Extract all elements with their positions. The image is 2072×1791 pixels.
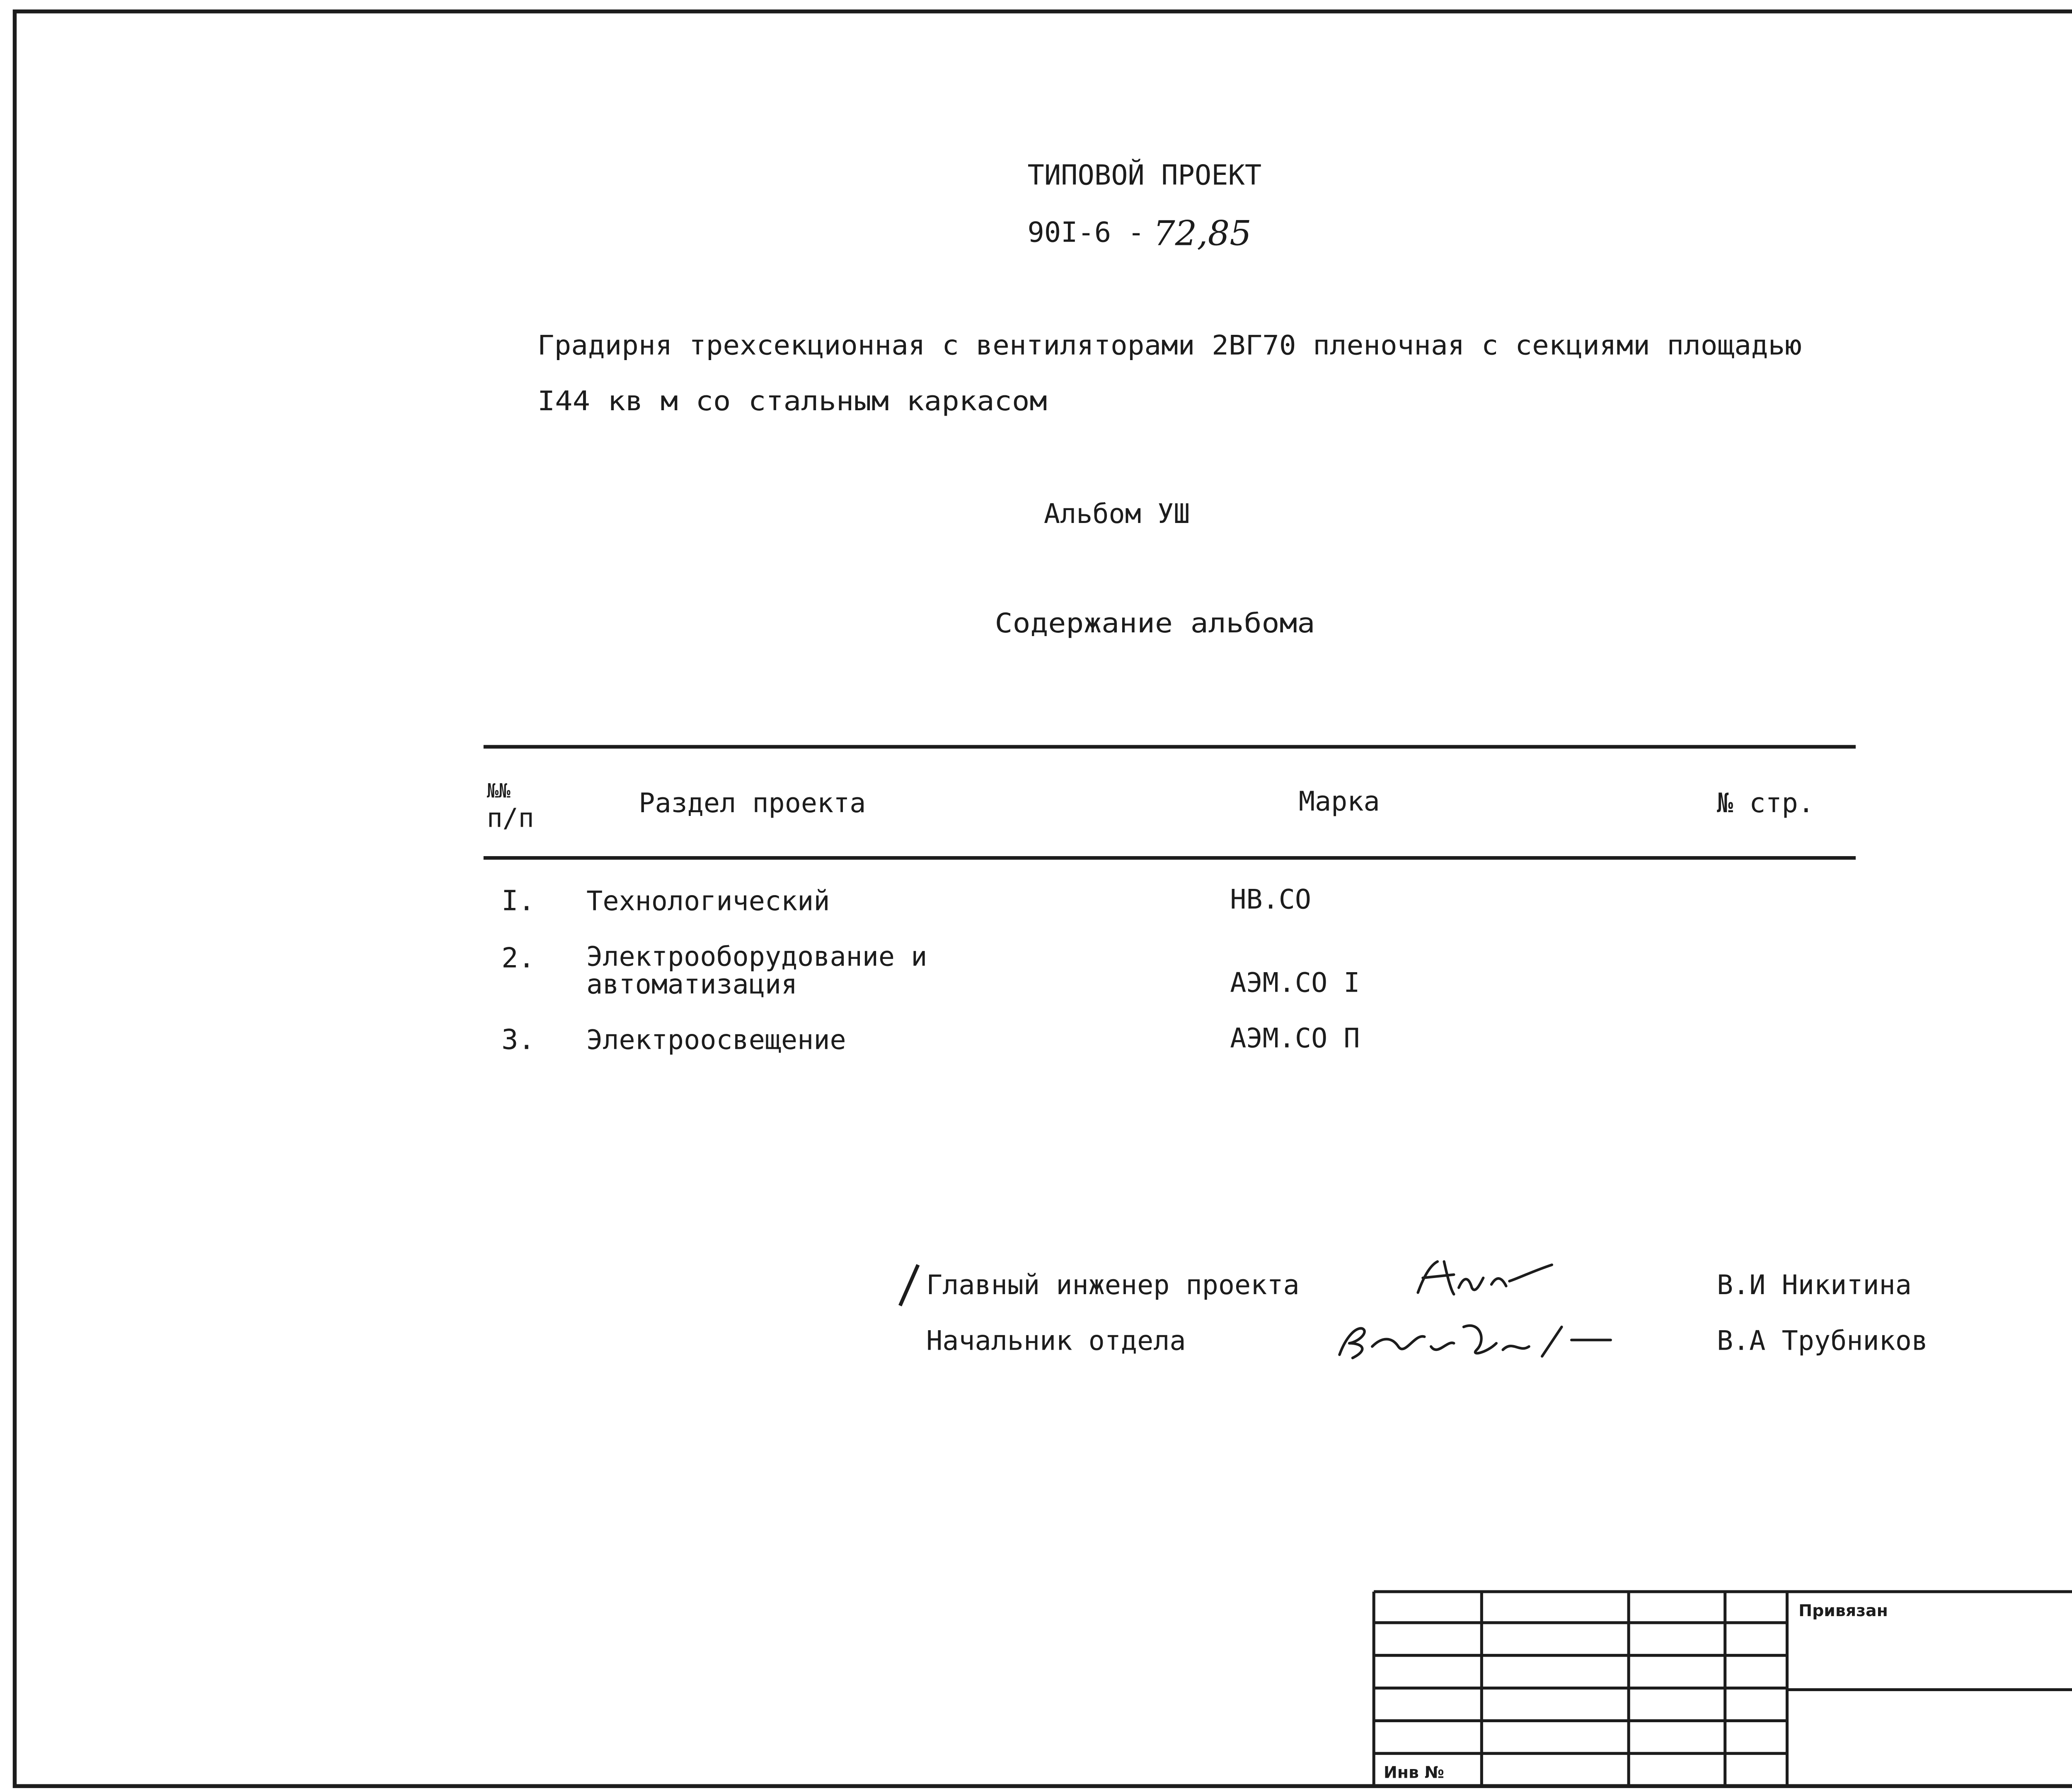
row-section: Технологический bbox=[586, 886, 830, 917]
header-num-line2: п/п bbox=[487, 802, 534, 833]
header-mark: Марка bbox=[1298, 786, 1380, 817]
svg-text:Ник: Ник bbox=[1418, 1270, 1473, 1301]
row-mark: АЭМ.СО П bbox=[1230, 1023, 1360, 1054]
project-type-title: ТИПОВОЙ ПРОЕКТ bbox=[1027, 159, 1262, 191]
header-num-line1: №№ bbox=[487, 779, 511, 803]
contents-title: Содержание альбома bbox=[995, 608, 1315, 639]
chief-engineer-role: Главный инженер проекта bbox=[926, 1270, 1300, 1301]
department-head-role: Начальник отдела bbox=[926, 1325, 1186, 1357]
row-mark: НВ.СО bbox=[1230, 884, 1312, 915]
project-description-line1: Градирня трехсекционная с вентиляторами 2ВГ70 пленочная с секциями площадью bbox=[537, 330, 1802, 361]
row-section: Электрооборудование и bbox=[586, 941, 927, 973]
header-section: Раздел проекта bbox=[639, 787, 866, 819]
bound-label: Привязан bbox=[1798, 1601, 1888, 1621]
department-head-name: В.А Трубников bbox=[1717, 1325, 1928, 1357]
row-number: I. bbox=[501, 884, 535, 917]
row-section-continued: автоматизация bbox=[586, 969, 798, 1000]
svg-text:В.Трубников: В.Трубников bbox=[1339, 1329, 1513, 1360]
header-page: № стр. bbox=[1717, 787, 1814, 819]
project-code-handwritten: 72,85 bbox=[1153, 213, 1251, 254]
row-number: 2. bbox=[501, 941, 535, 974]
project-description-line2: I44 кв м со стальным каркасом bbox=[537, 385, 1047, 417]
chief-engineer-name: В.И Никитина bbox=[1717, 1270, 1912, 1301]
inventory-number-label: Инв № bbox=[1383, 1763, 1445, 1782]
row-section: Электроосвещение bbox=[586, 1024, 846, 1056]
album-title: Альбом УШ bbox=[1043, 498, 1190, 530]
row-number: 3. bbox=[501, 1023, 535, 1056]
project-code-printed: 90I-6 - bbox=[1027, 216, 1145, 249]
row-mark: АЭМ.СО I bbox=[1230, 967, 1360, 999]
